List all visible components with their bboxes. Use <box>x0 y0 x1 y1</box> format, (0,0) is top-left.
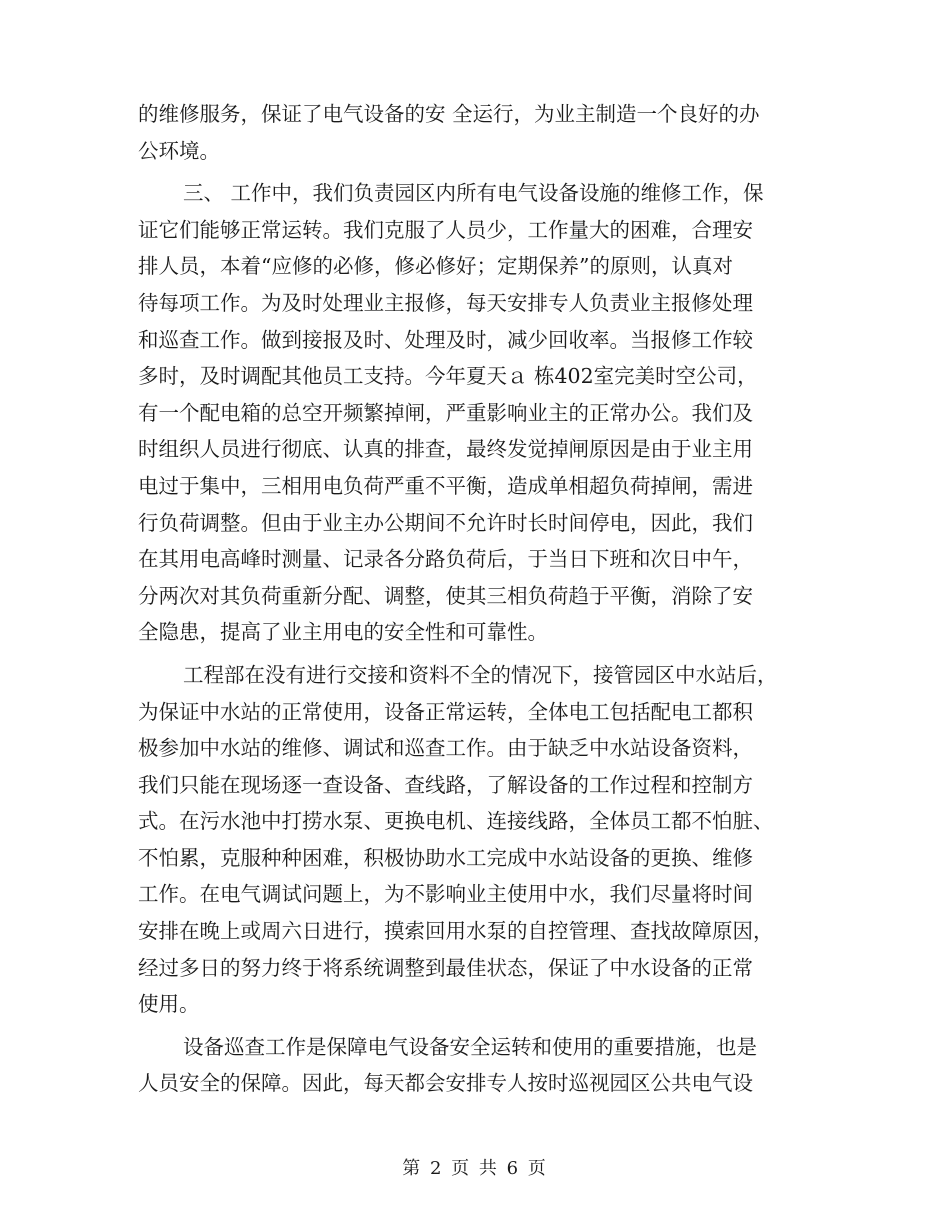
text-line: 三、 工作中，我们负责园区内所有电气设备设施的维修工作，保 <box>183 181 764 206</box>
page-number-footer: 第 2 页 共 6 页 <box>402 1158 548 1179</box>
text-line: 不怕累，克服种种困难，积极协助水工完成中水站设备的更换、维修 <box>138 845 753 870</box>
text-line: 工程部在没有进行交接和资料不全的情况下，接管园区中水站后， <box>183 662 778 687</box>
text-line: 人员安全的保障。因此，每天都会安排专人按时巡视园区公共电气设 <box>138 1071 753 1096</box>
text-line: 证它们能够正常运转。我们克服了人员少，工作量大的困难，合理安 <box>138 217 753 242</box>
text-line: 设备巡查工作是保障电气设备安全运转和使用的重要措施，也是 <box>183 1034 757 1059</box>
text-line: 多时，及时调配其他员工支持。今年夏天ａ 栋402室完美时空公司， <box>138 364 758 389</box>
document-body <box>138 96 818 1102</box>
text-line: 使用。 <box>138 992 200 1017</box>
text-line: 和巡查工作。做到接报及时、处理及时，减少回收率。当报修工作较 <box>138 327 753 352</box>
text-line: 全隐患，提高了业主用电的安全性和可靠性。 <box>138 620 548 645</box>
text-line: 工作。在电气调试问题上，为不影响业主使用中水，我们尽量将时间 <box>138 882 753 907</box>
text-line: 时组织人员进行彻底、认真的排查，最终发觉掉闸原因是由于业主用 <box>138 437 753 462</box>
text-line: 式。在污水池中打捞水泵、更换电机、连接线路，全体员工都不怕脏、 <box>138 809 774 834</box>
text-line: 的维修服务，保证了电气设备的安 全运行，为业主制造一个良好的办 <box>138 102 760 126</box>
text-line: 有一个配电箱的总空开频繁掉闸，严重影响业主的正常办公。我们及 <box>138 400 753 425</box>
text-line: 经过多日的努力终于将系统调整到最佳状态，保证了中水设备的正常 <box>138 955 753 980</box>
text-line: 电过于集中，三相用电负荷严重不平衡，造成单相超负荷掉闸，需进 <box>138 473 753 498</box>
text-line: 在其用电高峰时测量、记录各分路负荷后，于当日下班和次日中午， <box>138 547 753 572</box>
text-line: 为保证中水站的正常使用，设备正常运转，全体电工包括配电工都积 <box>138 699 753 724</box>
text-line: 安排在晚上或周六日进行，摸索回用水泵的自控管理、查找故障原因， <box>138 919 774 944</box>
text-line: 待每项工作。为及时处理业主报修，每天安排专人负责业主报修处理 <box>138 290 753 315</box>
text-line: 排人员，本着“应修的必修，修必修好；定期保养”的原则，认真对 <box>138 254 733 279</box>
text-line: 我们只能在现场逐一查设备、查线路，了解设备的工作过程和控制方 <box>138 772 753 797</box>
text-line: 极参加中水站的维修、调试和巡查工作。由于缺乏中水站设备资料， <box>138 736 753 761</box>
text-line: 分两次对其负荷重新分配、调整，使其三相负荷趋于平衡，消除了安 <box>138 583 753 608</box>
text-line: 公环境。 <box>138 138 220 163</box>
text-line: 行负荷调整。但由于业主办公期间不允许时长时间停电，因此，我们 <box>138 510 753 535</box>
